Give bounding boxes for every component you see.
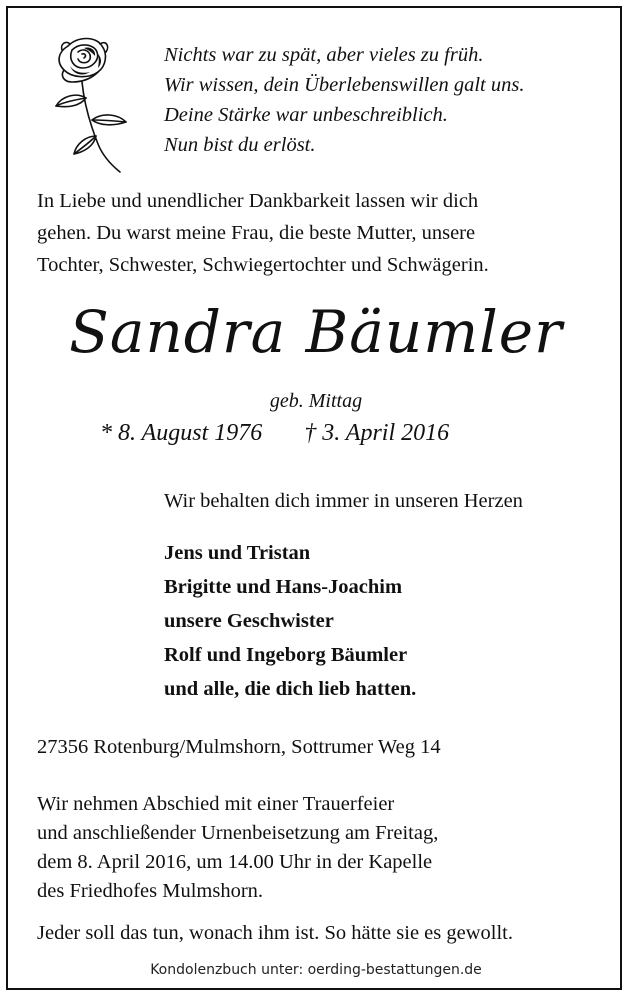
ceremony-line: und anschließender Urnenbeisetzung am Freitag, <box>37 822 439 844</box>
ceremony-line: des Friedhofes Mulmshorn. <box>37 880 264 902</box>
poem <box>164 40 524 160</box>
poem-line: Wir wissen, dein Überlebenswillen galt uns. <box>164 74 525 96</box>
condolence-book-link[interactable]: Kondolenzbuch unter: oerding-bestattungen.de <box>150 962 482 978</box>
birth-date: * 8. August 1976 <box>100 420 263 446</box>
deceased-name: Sandra Bäumler <box>69 298 563 366</box>
mourner-name: und alle, die dich lieb hatten. <box>164 678 417 700</box>
ceremony-details <box>37 790 438 906</box>
intro-line: Tochter, Schwester, Schwiegertochter und Schwägerin. <box>37 254 489 276</box>
mourner-name: Brigitte und Hans-Joachim <box>164 576 403 598</box>
mourner-name: Rolf und Ingeborg Bäumler <box>164 644 408 666</box>
poem-line: Nichts war zu spät, aber vieles zu früh. <box>164 44 484 66</box>
life-dates <box>100 420 449 447</box>
death-date: † 3. April 2016 <box>304 420 450 446</box>
poem-line: Nun bist du erlöst. <box>164 134 316 156</box>
ceremony-line: dem 8. April 2016, um 14.00 Uhr in der Kapelle <box>37 851 433 873</box>
closing-sentence: Jeder soll das tun, wonach ihm ist. So hätte sie es gewollt. <box>37 922 513 944</box>
intro-line: In Liebe und unendlicher Dankbarkeit lassen wir dich <box>37 190 479 212</box>
mourner-name: unsere Geschwister <box>164 610 334 632</box>
family-address: 27356 Rotenburg/Mulmshorn, Sottrumer Weg 14 <box>37 736 441 758</box>
ceremony-line: Wir nehmen Abschied mit einer Trauerfeier <box>37 793 395 815</box>
mourners-list <box>164 536 416 706</box>
rose-icon <box>40 32 140 174</box>
intro-line: gehen. Du warst meine Frau, die beste Mutter, unsere <box>37 222 476 244</box>
poem-line: Deine Stärke war unbeschreiblich. <box>164 104 448 126</box>
mourners-heading: Wir behalten dich immer in unseren Herzen <box>164 490 523 512</box>
mourner-name: Jens und Tristan <box>164 542 311 564</box>
intro-text <box>37 185 489 281</box>
maiden-name: geb. Mittag <box>269 390 363 412</box>
